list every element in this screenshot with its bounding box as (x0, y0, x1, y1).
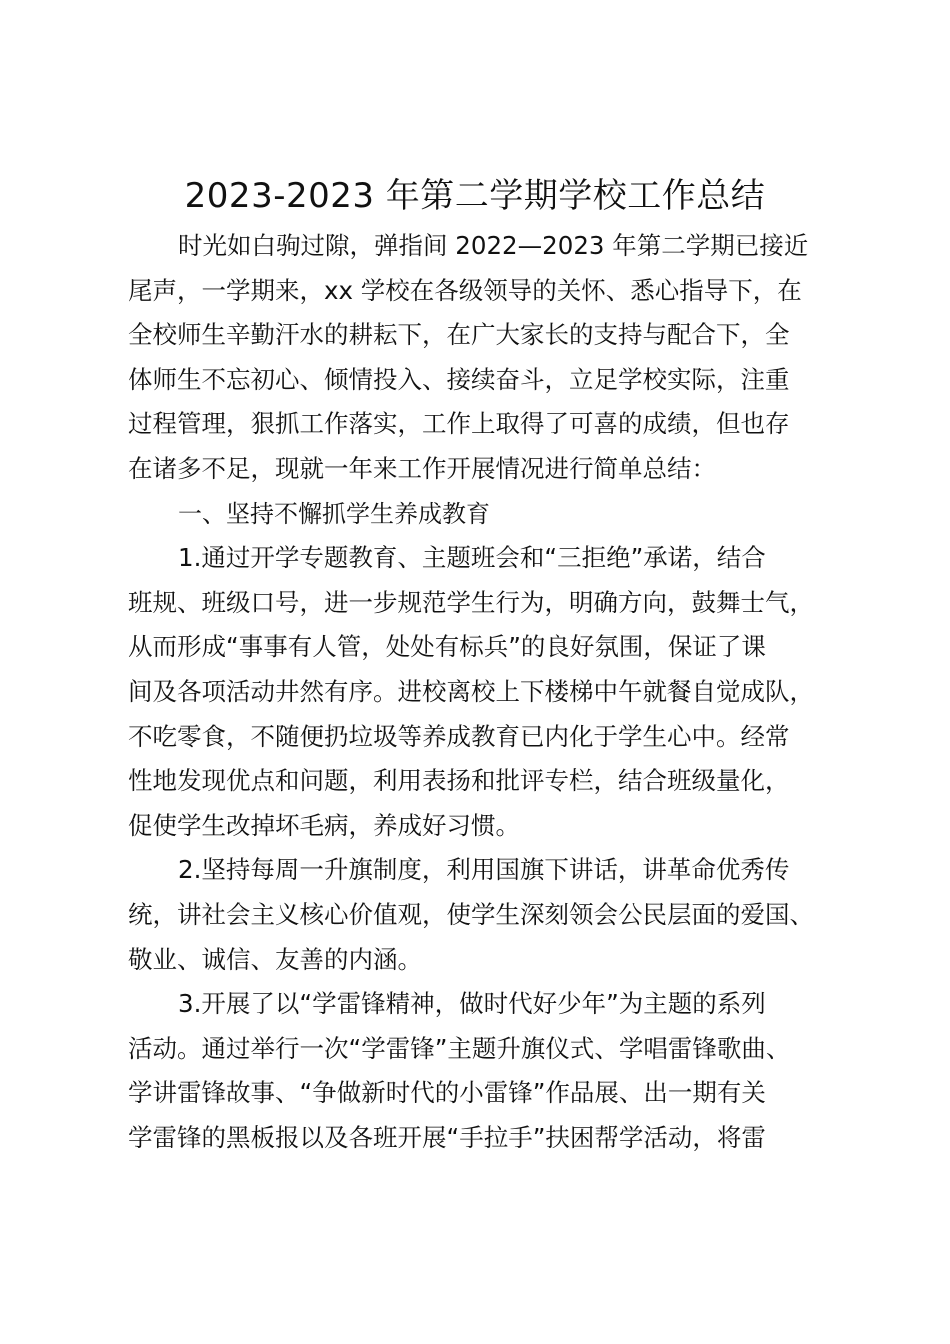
paragraph-line: 统，讲社会主义核心价值观，使学生深刻领会公民层面的爱国、 (128, 899, 814, 929)
paragraph-line: 间及各项活动井然有序。进校离校上下楼梯中午就餐自觉成队， (128, 676, 814, 706)
paragraph-line: 2.坚持每周一升旗制度，利用国旗下讲话，讲革命优秀传 (178, 855, 790, 885)
paragraph-line: 3.开展了以“学雷锋精神，做时代好少年”为主题的系列 (178, 989, 766, 1019)
paragraph-line: 在诸多不足，现就一年来工作开展情况进行简单总结： (128, 453, 716, 483)
paragraph-line: 敬业、诚信、友善的内涵。 (128, 944, 422, 974)
document-body (128, 224, 828, 1160)
paragraph-line: 体师生不忘初心、倾情投入、接续奋斗，立足学校实际，注重 (128, 364, 790, 394)
paragraph-line: 促使学生改掉坏毛病，养成好习惯。 (128, 810, 520, 840)
section-heading: 一、坚持不懈抓学生养成教育 (178, 499, 490, 528)
paragraph-line: 全校师生辛勤汗水的耕耘下，在广大家长的支持与配合下，全 (128, 320, 790, 350)
paragraph-line: 不吃零食，不随便扔垃圾等养成教育已内化于学生心中。经常 (128, 721, 790, 751)
paragraph-line: 1.通过开学专题教育、主题班会和“三拒绝”承诺，结合 (178, 543, 766, 573)
paragraph-line: 学讲雷锋故事、“争做新时代的小雷锋”作品展、出一期有关 (128, 1078, 766, 1108)
paragraph-line: 从而形成“事事有人管，处处有标兵”的良好氛围，保证了课 (128, 632, 766, 662)
paragraph-line: 活动。通过举行一次“学雷锋”主题升旗仪式、学唱雷锋歌曲、 (128, 1033, 791, 1063)
paragraph-line: 时光如白驹过隙，弹指间 2022—2023 年第二学期已接近 (178, 231, 809, 260)
paragraph-line: 班规、班级口号，进一步规范学生行为，明确方向，鼓舞士气， (128, 587, 814, 617)
document-title: 2023-2023 年第二学期学校工作总结 (184, 176, 766, 216)
paragraph-line: 学雷锋的黑板报以及各班开展“手拉手”扶困帮学活动，将雷 (128, 1122, 766, 1152)
paragraph-line: 尾声，一学期来，xx 学校在各级领导的关怀、悉心指导下，在 (128, 275, 802, 305)
paragraph-line: 过程管理，狠抓工作落实，工作上取得了可喜的成绩，但也存 (128, 409, 790, 439)
paragraph-line: 性地发现优点和问题，利用表扬和批评专栏，结合班级量化， (128, 766, 790, 796)
